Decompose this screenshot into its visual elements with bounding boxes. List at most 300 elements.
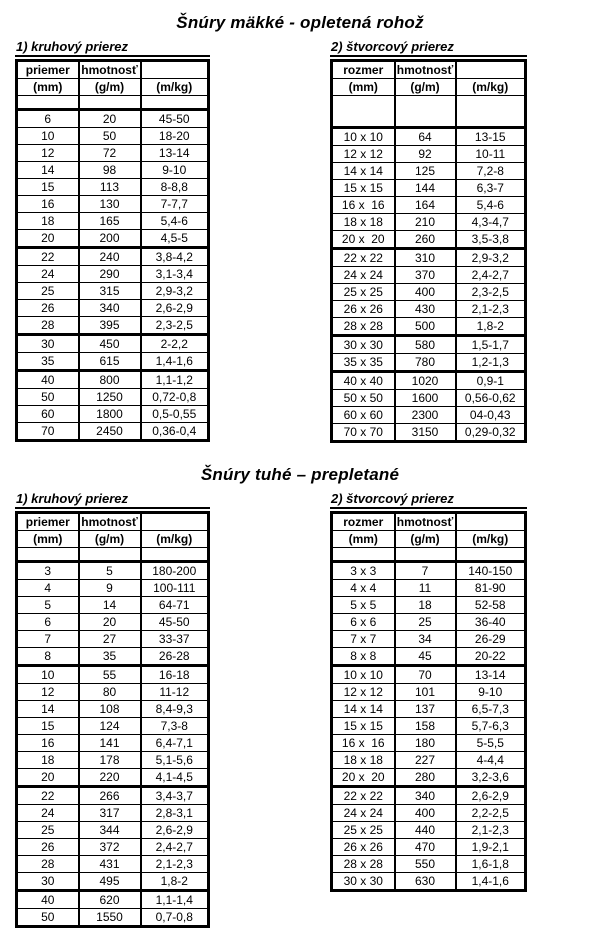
cell-dimension: 22 [17, 248, 79, 266]
cell-meters-per-kg: 04-0,43 [456, 407, 526, 424]
blank-row [332, 548, 526, 562]
cell-meters-per-kg: 9-10 [141, 162, 209, 179]
cell-meters-per-kg: 2,4-2,7 [456, 267, 526, 284]
cell-meters-per-kg: 4,1-4,5 [141, 769, 209, 787]
cell-weight: 431 [79, 856, 141, 873]
cell-weight: 178 [79, 752, 141, 769]
cell-meters-per-kg: 2,3-2,5 [456, 284, 526, 301]
cell-meters-per-kg: 1,8-2 [456, 318, 526, 336]
header-row [332, 61, 526, 79]
cell-weight: 124 [79, 718, 141, 735]
cell-dimension: 30 [17, 335, 79, 353]
cell-weight: 70 [395, 666, 456, 684]
unit-mm: (mm) [332, 79, 395, 96]
unit-mm: (mm) [17, 79, 79, 96]
spec-row [17, 718, 209, 735]
blank-cell [141, 548, 209, 562]
cell-meters-per-kg: 13-14 [456, 666, 526, 684]
spec-row [17, 213, 209, 230]
cell-meters-per-kg: 5,4-6 [141, 213, 209, 230]
cell-weight: 1600 [395, 390, 456, 407]
spec-row [332, 666, 526, 684]
cell-weight: 630 [395, 873, 456, 891]
cell-dimension: 6 [17, 614, 79, 631]
blank-cell [79, 96, 141, 110]
cell-weight: 430 [395, 301, 456, 318]
column-header-weight: hmotnosť [79, 513, 141, 531]
cell-meters-per-kg: 0,9-1 [456, 372, 526, 390]
cell-meters-per-kg: 1,2-1,3 [456, 354, 526, 372]
spec-row [17, 873, 209, 891]
blank-cell [395, 96, 456, 128]
cell-dimension: 26 x 26 [332, 839, 395, 856]
cell-dimension: 26 [17, 839, 79, 856]
unit-g-per-m: (g/m) [395, 79, 456, 96]
cell-dimension: 25 [17, 822, 79, 839]
cell-dimension: 5 x 5 [332, 597, 395, 614]
blank-cell [17, 548, 79, 562]
spec-row [332, 822, 526, 839]
cell-weight: 45 [395, 648, 456, 666]
cell-dimension: 8 [17, 648, 79, 666]
spec-row [17, 406, 209, 423]
spec-row [17, 909, 209, 927]
cell-meters-per-kg: 6,4-7,1 [141, 735, 209, 752]
cell-meters-per-kg: 6,5-7,3 [456, 701, 526, 718]
cell-dimension: 12 x 12 [332, 146, 395, 163]
cell-meters-per-kg: 2,9-3,2 [141, 283, 209, 300]
cell-weight: 137 [395, 701, 456, 718]
cell-meters-per-kg: 140-150 [456, 562, 526, 580]
cell-weight: 395 [79, 317, 141, 335]
spec-row [17, 423, 209, 441]
cell-dimension: 30 [17, 873, 79, 891]
cell-dimension: 40 x 40 [332, 372, 395, 390]
cell-meters-per-kg: 3,1-3,4 [141, 266, 209, 283]
cell-dimension: 35 [17, 353, 79, 371]
cell-weight: 35 [79, 648, 141, 666]
cell-dimension: 8 x 8 [332, 648, 395, 666]
column-header-dimension: rozmer [332, 61, 395, 79]
spec-row [332, 197, 526, 214]
spec-row [332, 128, 526, 146]
cell-meters-per-kg: 0,72-0,8 [141, 389, 209, 406]
blank-row [17, 96, 209, 110]
cell-dimension: 30 x 30 [332, 336, 395, 354]
cell-weight: 14 [79, 597, 141, 614]
cell-dimension: 15 x 15 [332, 180, 395, 197]
cell-meters-per-kg: 1,4-1,6 [141, 353, 209, 371]
cell-meters-per-kg: 18-20 [141, 128, 209, 145]
unit-m-per-kg: (m/kg) [141, 79, 209, 96]
cell-meters-per-kg: 11-12 [141, 684, 209, 701]
cell-meters-per-kg: 5,4-6 [456, 197, 526, 214]
blank-cell [332, 96, 395, 128]
unit-g-per-m: (g/m) [395, 531, 456, 548]
spec-row [332, 214, 526, 231]
cell-dimension: 25 [17, 283, 79, 300]
cell-dimension: 10 [17, 128, 79, 145]
cell-meters-per-kg: 2-2,2 [141, 335, 209, 353]
cell-weight: 18 [395, 597, 456, 614]
cell-dimension: 28 [17, 317, 79, 335]
unit-g-per-m: (g/m) [79, 79, 141, 96]
cell-dimension: 70 x 70 [332, 424, 395, 442]
section-title: Šnúry tuhé – prepletané [200, 465, 400, 484]
column-header-empty [141, 513, 209, 531]
spec-row [17, 300, 209, 317]
table-block [330, 491, 527, 892]
cell-dimension: 20 x 20 [332, 769, 395, 787]
spec-row [332, 631, 526, 648]
cell-dimension: 60 [17, 406, 79, 423]
cell-weight: 108 [79, 701, 141, 718]
cell-dimension: 15 x 15 [332, 718, 395, 735]
column-header-dimension: priemer [17, 513, 79, 531]
spec-row [332, 839, 526, 856]
cell-weight: 315 [79, 283, 141, 300]
cell-dimension: 14 [17, 162, 79, 179]
cell-meters-per-kg: 3,4-3,7 [141, 787, 209, 805]
spec-row [332, 267, 526, 284]
spec-row [17, 162, 209, 179]
spec-row [17, 128, 209, 145]
spec-row [17, 230, 209, 248]
spec-row [332, 648, 526, 666]
cell-dimension: 22 x 22 [332, 249, 395, 267]
cell-weight: 210 [395, 214, 456, 231]
blank-cell [456, 96, 526, 128]
column-header-weight: hmotnosť [79, 61, 141, 79]
blank-row [17, 548, 209, 562]
section-title: Šnúry mäkké - opletená rohož [176, 13, 424, 32]
spec-row [17, 110, 209, 128]
cell-weight: 495 [79, 873, 141, 891]
cell-meters-per-kg: 13-14 [141, 145, 209, 162]
spec-row [17, 179, 209, 196]
cell-dimension: 16 x 16 [332, 735, 395, 752]
cell-weight: 1250 [79, 389, 141, 406]
spec-row [332, 614, 526, 631]
blank-cell [79, 548, 141, 562]
cell-dimension: 28 [17, 856, 79, 873]
header-row [17, 61, 209, 79]
cell-meters-per-kg: 2,1-2,3 [456, 301, 526, 318]
cell-meters-per-kg: 2,6-2,9 [141, 822, 209, 839]
cell-weight: 344 [79, 822, 141, 839]
cell-weight: 266 [79, 787, 141, 805]
cell-meters-per-kg: 1,6-1,8 [456, 856, 526, 873]
cell-meters-per-kg: 26-29 [456, 631, 526, 648]
spec-row [17, 145, 209, 162]
spec-row [17, 752, 209, 769]
cell-dimension: 5 [17, 597, 79, 614]
spec-row [17, 891, 209, 909]
spec-row [332, 424, 526, 442]
spec-row [17, 735, 209, 752]
cell-meters-per-kg: 4-4,4 [456, 752, 526, 769]
cell-meters-per-kg: 13-15 [456, 128, 526, 146]
cell-meters-per-kg: 100-111 [141, 580, 209, 597]
cell-dimension: 3 [17, 562, 79, 580]
cell-dimension: 12 x 12 [332, 684, 395, 701]
spec-row [332, 231, 526, 249]
cell-meters-per-kg: 2,3-2,5 [141, 317, 209, 335]
cell-meters-per-kg: 2,2-2,5 [456, 805, 526, 822]
spec-row [332, 684, 526, 701]
column-header-empty [141, 61, 209, 79]
cell-weight: 340 [395, 787, 456, 805]
cell-meters-per-kg: 1,1-1,2 [141, 371, 209, 389]
cell-weight: 25 [395, 614, 456, 631]
cell-meters-per-kg: 6,3-7 [456, 180, 526, 197]
spec-row [332, 562, 526, 580]
spec-row [332, 701, 526, 718]
spec-row [17, 822, 209, 839]
spec-row [332, 249, 526, 267]
cell-meters-per-kg: 1,8-2 [141, 873, 209, 891]
spec-row [332, 769, 526, 787]
cell-meters-per-kg: 45-50 [141, 110, 209, 128]
cell-meters-per-kg: 0,56-0,62 [456, 390, 526, 407]
cell-meters-per-kg: 0,5-0,55 [141, 406, 209, 423]
cell-weight: 290 [79, 266, 141, 283]
cell-weight: 1550 [79, 909, 141, 927]
cell-weight: 80 [79, 684, 141, 701]
units-row [332, 79, 526, 96]
spec-row [332, 407, 526, 424]
spec-row [17, 701, 209, 718]
units-row [332, 531, 526, 548]
cell-weight: 72 [79, 145, 141, 162]
cell-meters-per-kg: 8,4-9,3 [141, 701, 209, 718]
cell-weight: 164 [395, 197, 456, 214]
spec-row [17, 666, 209, 684]
table-block [330, 39, 527, 443]
cell-dimension: 7 x 7 [332, 631, 395, 648]
cell-weight: 11 [395, 580, 456, 597]
spec-row [17, 335, 209, 353]
cell-dimension: 50 [17, 389, 79, 406]
table-subtitle: 2) štvorcový prierez [330, 491, 527, 509]
cell-dimension: 10 x 10 [332, 666, 395, 684]
spec-row [332, 372, 526, 390]
table-subtitle: 2) štvorcový prierez [330, 39, 527, 57]
spec-row [17, 353, 209, 371]
cell-dimension: 14 x 14 [332, 163, 395, 180]
table-subtitle: 1) kruhový prierez [15, 491, 210, 509]
cell-dimension: 6 [17, 110, 79, 128]
cell-meters-per-kg: 7,2-8 [456, 163, 526, 180]
spec-row [17, 283, 209, 300]
spec-row [17, 805, 209, 822]
cell-weight: 7 [395, 562, 456, 580]
spec-row [17, 856, 209, 873]
cell-weight: 2450 [79, 423, 141, 441]
cell-meters-per-kg: 2,1-2,3 [456, 822, 526, 839]
cell-dimension: 3 x 3 [332, 562, 395, 580]
cell-weight: 400 [395, 284, 456, 301]
units-row [17, 79, 209, 96]
cell-meters-per-kg: 0,7-0,8 [141, 909, 209, 927]
cell-weight: 470 [395, 839, 456, 856]
cell-meters-per-kg: 4,3-4,7 [456, 214, 526, 231]
cell-weight: 620 [79, 891, 141, 909]
cell-meters-per-kg: 1,1-1,4 [141, 891, 209, 909]
unit-m-per-kg: (m/kg) [456, 531, 526, 548]
cell-meters-per-kg: 3,2-3,6 [456, 769, 526, 787]
cell-weight: 372 [79, 839, 141, 856]
cell-weight: 113 [79, 179, 141, 196]
header-row [332, 513, 526, 531]
column-header-dimension: priemer [17, 61, 79, 79]
cell-weight: 50 [79, 128, 141, 145]
cell-dimension: 7 [17, 631, 79, 648]
cell-dimension: 20 x 20 [332, 231, 395, 249]
cell-dimension: 10 [17, 666, 79, 684]
cell-meters-per-kg: 1,5-1,7 [456, 336, 526, 354]
spec-row [17, 684, 209, 701]
cell-weight: 125 [395, 163, 456, 180]
cell-dimension: 14 x 14 [332, 701, 395, 718]
spec-row [17, 769, 209, 787]
spec-table [330, 511, 527, 892]
cell-meters-per-kg: 7-7,7 [141, 196, 209, 213]
cell-dimension: 18 [17, 752, 79, 769]
cell-weight: 5 [79, 562, 141, 580]
cell-dimension: 24 x 24 [332, 805, 395, 822]
spec-row [17, 631, 209, 648]
cell-meters-per-kg: 2,6-2,9 [456, 787, 526, 805]
cell-dimension: 70 [17, 423, 79, 441]
cell-dimension: 40 [17, 891, 79, 909]
cell-weight: 9 [79, 580, 141, 597]
cell-dimension: 24 [17, 805, 79, 822]
cell-weight: 130 [79, 196, 141, 213]
cell-weight: 34 [395, 631, 456, 648]
spec-row [332, 597, 526, 614]
cell-dimension: 20 [17, 769, 79, 787]
cell-meters-per-kg: 4,5-5 [141, 230, 209, 248]
cell-dimension: 24 x 24 [332, 267, 395, 284]
spec-row [332, 752, 526, 769]
cell-meters-per-kg: 180-200 [141, 562, 209, 580]
cell-dimension: 6 x 6 [332, 614, 395, 631]
cell-meters-per-kg: 8-8,8 [141, 179, 209, 196]
cell-dimension: 4 [17, 580, 79, 597]
spec-table [15, 511, 210, 928]
cell-dimension: 60 x 60 [332, 407, 395, 424]
spec-row [17, 196, 209, 213]
cell-weight: 340 [79, 300, 141, 317]
units-row [17, 531, 209, 548]
spec-row [332, 318, 526, 336]
cell-meters-per-kg: 64-71 [141, 597, 209, 614]
spec-row [332, 580, 526, 597]
cell-weight: 158 [395, 718, 456, 735]
spec-row [17, 839, 209, 856]
cell-dimension: 10 x 10 [332, 128, 395, 146]
cell-dimension: 16 [17, 196, 79, 213]
spec-row [332, 301, 526, 318]
cell-dimension: 28 x 28 [332, 856, 395, 873]
cell-dimension: 12 [17, 145, 79, 162]
cell-weight: 240 [79, 248, 141, 266]
cell-meters-per-kg: 2,9-3,2 [456, 249, 526, 267]
spec-row [17, 389, 209, 406]
unit-g-per-m: (g/m) [79, 531, 141, 548]
cell-meters-per-kg: 2,8-3,1 [141, 805, 209, 822]
cell-weight: 165 [79, 213, 141, 230]
spec-row [332, 718, 526, 735]
cell-dimension: 26 x 26 [332, 301, 395, 318]
cell-weight: 615 [79, 353, 141, 371]
cell-dimension: 4 x 4 [332, 580, 395, 597]
cell-meters-per-kg: 36-40 [456, 614, 526, 631]
cell-meters-per-kg: 3,5-3,8 [456, 231, 526, 249]
spec-row [332, 856, 526, 873]
cell-weight: 400 [395, 805, 456, 822]
cell-dimension: 35 x 35 [332, 354, 395, 372]
cell-weight: 227 [395, 752, 456, 769]
cell-weight: 101 [395, 684, 456, 701]
cell-meters-per-kg: 26-28 [141, 648, 209, 666]
spec-row [17, 562, 209, 580]
cell-weight: 450 [79, 335, 141, 353]
header-row [17, 513, 209, 531]
cell-meters-per-kg: 0,29-0,32 [456, 424, 526, 442]
table-block [15, 491, 210, 928]
cell-weight: 1800 [79, 406, 141, 423]
cell-dimension: 15 [17, 718, 79, 735]
column-header-weight: hmotnosť [395, 61, 456, 79]
cell-weight: 220 [79, 769, 141, 787]
spec-row [17, 248, 209, 266]
spec-row [332, 390, 526, 407]
spec-row [17, 597, 209, 614]
cell-weight: 55 [79, 666, 141, 684]
spec-row [17, 317, 209, 335]
cell-dimension: 12 [17, 684, 79, 701]
cell-meters-per-kg: 33-37 [141, 631, 209, 648]
cell-meters-per-kg: 7,3-8 [141, 718, 209, 735]
cell-weight: 780 [395, 354, 456, 372]
column-header-weight: hmotnosť [395, 513, 456, 531]
cell-dimension: 18 [17, 213, 79, 230]
cell-meters-per-kg: 2,4-2,7 [141, 839, 209, 856]
cell-dimension: 50 x 50 [332, 390, 395, 407]
cell-meters-per-kg: 81-90 [456, 580, 526, 597]
spec-row [17, 614, 209, 631]
blank-cell [141, 96, 209, 110]
cell-dimension: 40 [17, 371, 79, 389]
spec-row [17, 371, 209, 389]
cell-weight: 27 [79, 631, 141, 648]
cell-meters-per-kg: 3,8-4,2 [141, 248, 209, 266]
blank-cell [456, 548, 526, 562]
cell-dimension: 28 x 28 [332, 318, 395, 336]
cell-weight: 141 [79, 735, 141, 752]
cell-weight: 580 [395, 336, 456, 354]
cell-weight: 180 [395, 735, 456, 752]
cell-weight: 3150 [395, 424, 456, 442]
column-header-empty [456, 513, 526, 531]
cell-meters-per-kg: 1,4-1,6 [456, 873, 526, 891]
table-subtitle: 1) kruhový prierez [15, 39, 210, 57]
cell-weight: 800 [79, 371, 141, 389]
cell-meters-per-kg: 10-11 [456, 146, 526, 163]
blank-cell [395, 548, 456, 562]
